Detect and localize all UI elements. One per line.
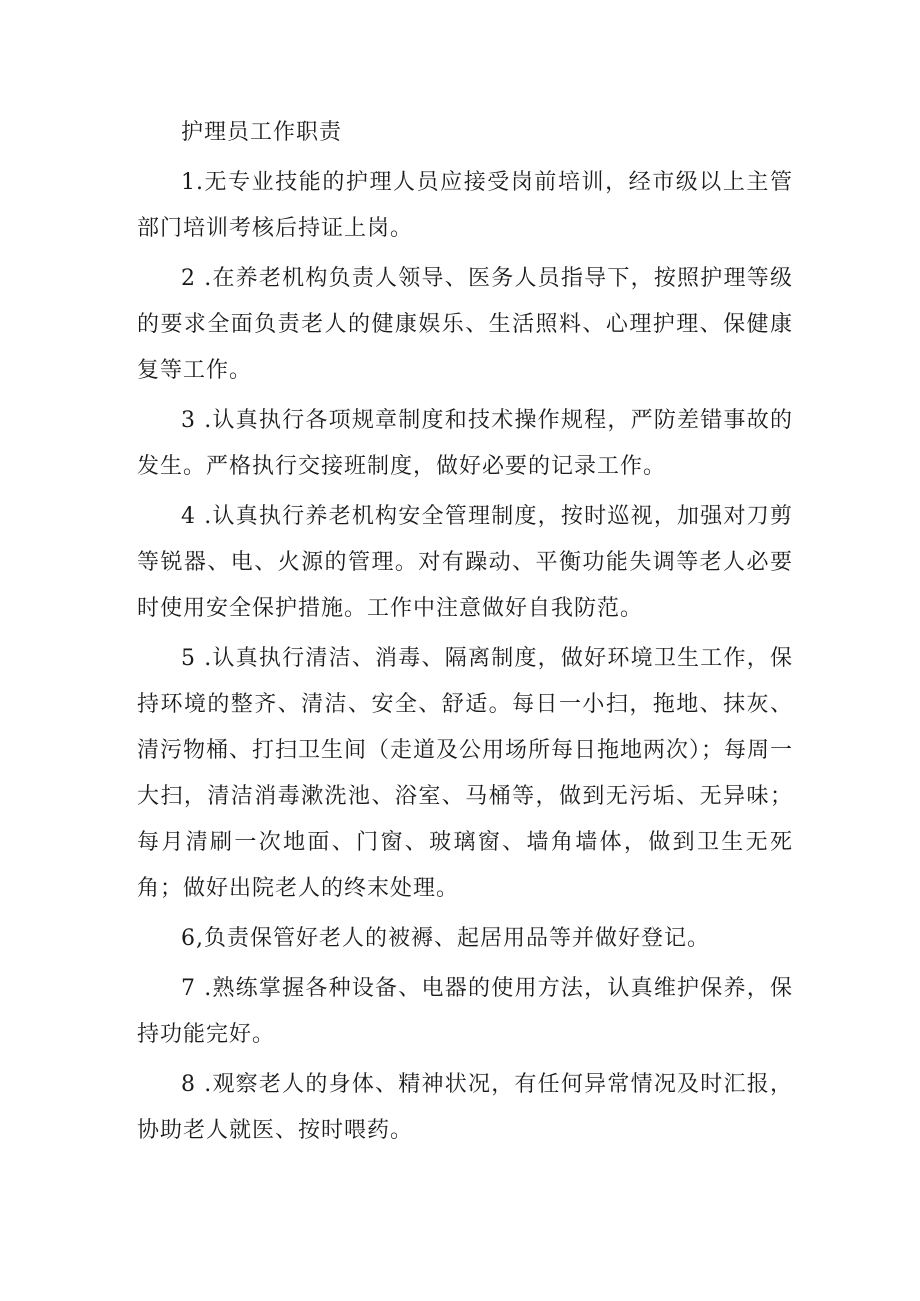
duty-paragraph-2: 2 .在养老机构负责人领导、医务人员指导下，按照护理等级的要求全面负责老人的健康娱乐、生活照料、心理护理、保健康复等工作。 [137, 266, 793, 383]
duty-paragraph-7: 7 .熟练掌握各种设备、电器的使用方法，认真维护保养，保持功能完好。 [137, 976, 793, 1047]
duty-paragraph-4: 4 .认真执行养老机构安全管理制度，按时巡视，加强对刀剪等锐器、电、火源的管理。对有躁动、平衡功能失调等老人必要时使用安全保护措施。工作中注意做好自我防范。 [137, 504, 793, 621]
duty-paragraph-8: 8 .观察老人的身体、精神状况，有任何异常情况及时汇报，协助老人就医、按时喂药。 [137, 1072, 793, 1143]
duty-paragraph-6: 6,负责保管好老人的被褥、起居用品等并做好登记。 [181, 926, 710, 951]
duty-paragraph-1: 1.无专业技能的护理人员应接受岗前培训，经市级以上主管部门培训考核后持证上岗。 [137, 170, 793, 241]
document-title: 护理员工作职责 [181, 120, 343, 145]
duty-paragraph-3: 3 .认真执行各项规章制度和技术操作规程，严防差错事故的发生。严格执行交接班制度，做好必要的记录工作。 [137, 408, 793, 479]
duty-paragraph-5: 5 .认真执行清洁、消毒、隔离制度，做好环境卫生工作，保持环境的整齐、清洁、安全、舒适。每日一小扫，拖地、抹灰、清污物桶、打扫卫生间（走道及公用场所每日拖地两次）；每周一大扫，清洁消毒漱洗池、浴室、马桶等，做到无污垢、无异味；每月清刷一次地面、门窗、玻璃窗、墙角墙体，做到卫生无死角；做好出院老人的终末处理。 [137, 646, 794, 901]
document-body [137, 110, 793, 1158]
